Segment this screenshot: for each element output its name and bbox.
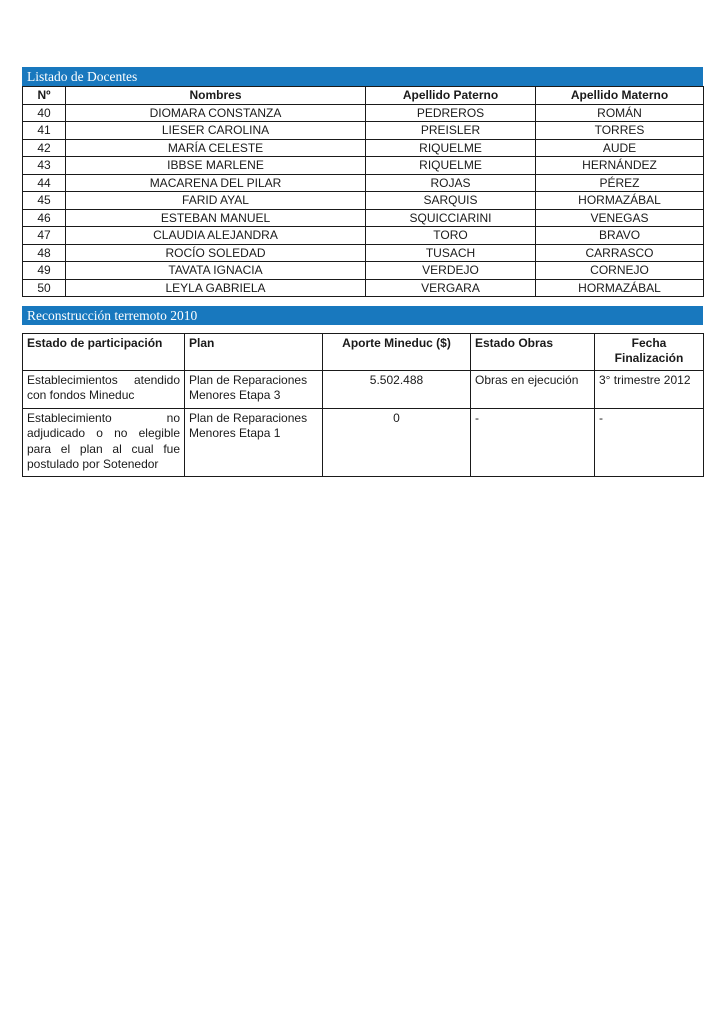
cell-apellido-paterno: TUSACH (366, 244, 536, 262)
cell-aporte-mineduc: 0 (323, 409, 471, 477)
cell-estado-participacion: Establecimiento no adjudicado o no elegible para el plan al cual fue postulado por Sotenedor (23, 409, 185, 477)
cell-apellido-paterno: ROJAS (366, 174, 536, 192)
reconstruccion-table (22, 333, 704, 477)
cell-apellido-materno: VENEGAS (536, 209, 704, 227)
cell-nombres: LIESER CAROLINA (66, 122, 366, 140)
docentes-title: Listado de Docentes (27, 69, 138, 84)
cell-plan: Plan de Reparaciones Menores Etapa 3 (185, 371, 323, 409)
cell-estado-obras: Obras en ejecución (471, 371, 595, 409)
table-row (23, 139, 704, 157)
cell-nombres: TAVATA IGNACIA (66, 262, 366, 280)
cell-numero: 41 (23, 122, 66, 140)
cell-apellido-materno: CARRASCO (536, 244, 704, 262)
cell-aporte-mineduc: 5.502.488 (323, 371, 471, 409)
cell-nombres: IBBSE MARLENE (66, 157, 366, 175)
table-row (23, 371, 704, 409)
cell-apellido-materno: AUDE (536, 139, 704, 157)
table-row (23, 174, 704, 192)
cell-apellido-materno: HORMAZÁBAL (536, 192, 704, 210)
header-nombres: Nombres (66, 87, 366, 105)
cell-nombres: MARÍA CELESTE (66, 139, 366, 157)
cell-apellido-paterno: VERDEJO (366, 262, 536, 280)
table-row (23, 122, 704, 140)
table-row (23, 209, 704, 227)
cell-apellido-paterno: SQUICCIARINI (366, 209, 536, 227)
cell-apellido-paterno: RIQUELME (366, 139, 536, 157)
docentes-title-bar (22, 67, 703, 86)
header-estado-obras: Estado Obras (471, 334, 595, 371)
header-numero: Nº (23, 87, 66, 105)
reconstruccion-header-row (23, 334, 704, 371)
cell-apellido-paterno: SARQUIS (366, 192, 536, 210)
cell-apellido-materno: BRAVO (536, 227, 704, 245)
cell-apellido-materno: CORNEJO (536, 262, 704, 280)
cell-numero: 43 (23, 157, 66, 175)
header-plan: Plan (185, 334, 323, 371)
cell-numero: 44 (23, 174, 66, 192)
table-row (23, 157, 704, 175)
cell-nombres: FARID AYAL (66, 192, 366, 210)
header-fecha-finalizacion: Fecha Finalización (595, 334, 704, 371)
header-aporte-mineduc: Aporte Mineduc ($) (323, 334, 471, 371)
cell-fecha-finalizacion: 3° trimestre 2012 (595, 371, 704, 409)
cell-apellido-materno: HERNÁNDEZ (536, 157, 704, 175)
header-apellido-paterno: Apellido Paterno (366, 87, 536, 105)
cell-nombres: LEYLA GABRIELA (66, 279, 366, 297)
reconstruccion-title-bar (22, 306, 703, 325)
table-row (23, 104, 704, 122)
cell-apellido-paterno: PEDREROS (366, 104, 536, 122)
cell-nombres: MACARENA DEL PILAR (66, 174, 366, 192)
cell-numero: 40 (23, 104, 66, 122)
cell-estado-participacion: Establecimientos atendido con fondos Mineduc (23, 371, 185, 409)
header-apellido-materno: Apellido Materno (536, 87, 704, 105)
docentes-table (22, 86, 704, 297)
cell-estado-obras: - (471, 409, 595, 477)
cell-numero: 49 (23, 262, 66, 280)
cell-apellido-paterno: RIQUELME (366, 157, 536, 175)
table-row (23, 279, 704, 297)
cell-apellido-paterno: PREISLER (366, 122, 536, 140)
header-estado-participacion: Estado de participación (23, 334, 185, 371)
reconstruccion-title: Reconstrucción terremoto 2010 (27, 308, 198, 323)
table-row (23, 192, 704, 210)
cell-numero: 47 (23, 227, 66, 245)
cell-numero: 48 (23, 244, 66, 262)
cell-numero: 50 (23, 279, 66, 297)
cell-numero: 45 (23, 192, 66, 210)
cell-plan: Plan de Reparaciones Menores Etapa 1 (185, 409, 323, 477)
cell-nombres: ROCÍO SOLEDAD (66, 244, 366, 262)
cell-fecha-finalizacion: - (595, 409, 704, 477)
cell-nombres: ESTEBAN MANUEL (66, 209, 366, 227)
table-row (23, 227, 704, 245)
table-row (23, 262, 704, 280)
document-content (22, 67, 703, 477)
cell-numero: 46 (23, 209, 66, 227)
cell-apellido-paterno: VERGARA (366, 279, 536, 297)
cell-apellido-materno: HORMAZÁBAL (536, 279, 704, 297)
table-row (23, 409, 704, 477)
table-row (23, 244, 704, 262)
cell-nombres: DIOMARA CONSTANZA (66, 104, 366, 122)
cell-nombres: CLAUDIA ALEJANDRA (66, 227, 366, 245)
docentes-header-row (23, 87, 704, 105)
cell-apellido-materno: ROMÁN (536, 104, 704, 122)
cell-apellido-paterno: TORO (366, 227, 536, 245)
cell-apellido-materno: PÉREZ (536, 174, 704, 192)
cell-numero: 42 (23, 139, 66, 157)
cell-apellido-materno: TORRES (536, 122, 704, 140)
